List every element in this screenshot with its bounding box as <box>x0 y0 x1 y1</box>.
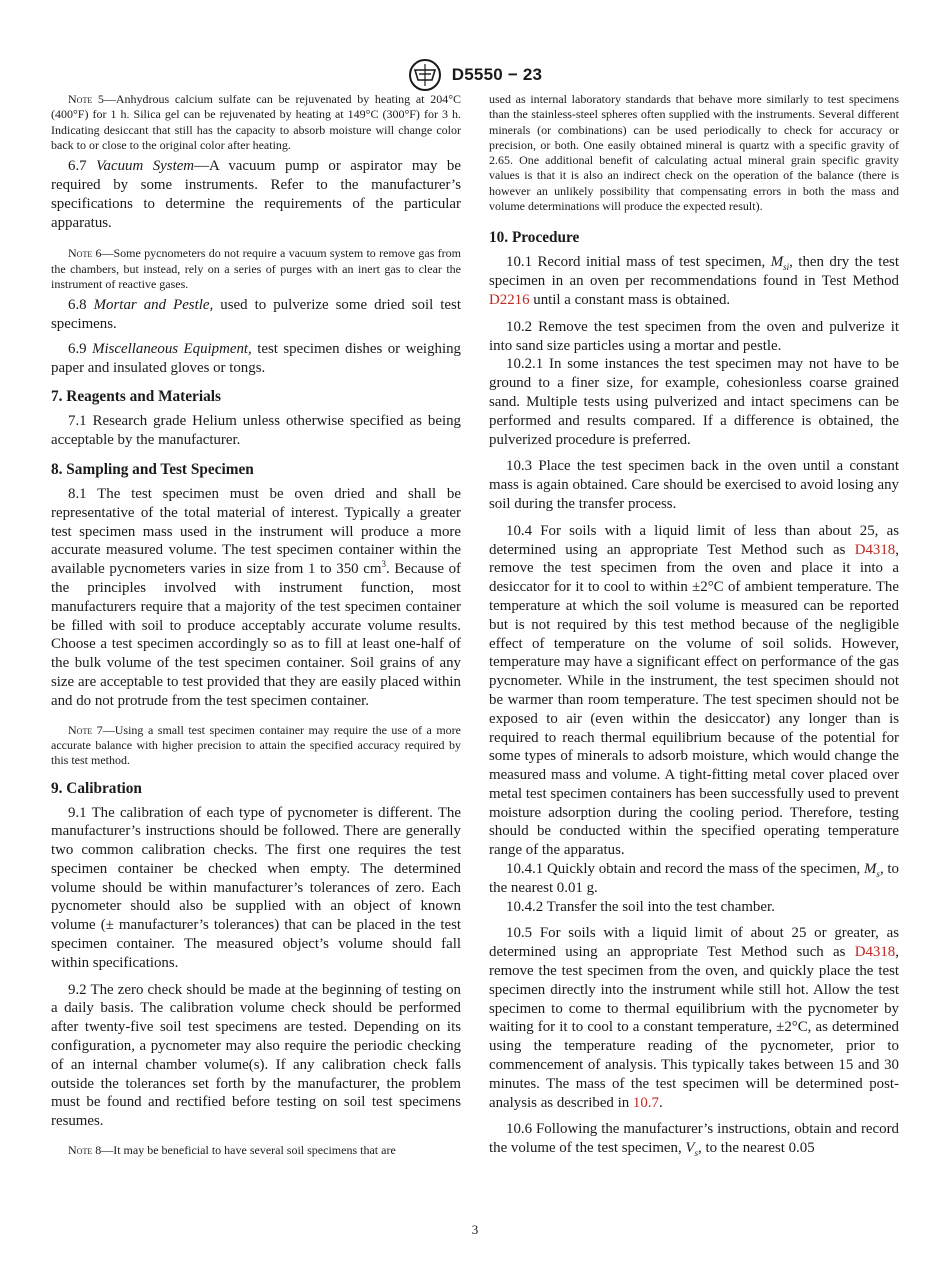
para-10-2-1: 10.2.1 In some instances the test specimen may not have to be ground to a finer size, for example, cohesionless coarse grained sand. Multiple tests using pulverized and intact specimens can be performed and results compared. If a difference is obtained, the pulverized procedure is preferred. <box>489 356 899 448</box>
para-6-9: 6.9 Miscellaneous Equipment, test specimen dishes or weighing paper and insulated gloves or tongs. <box>51 340 461 376</box>
para-10-6: 10.6 Following the manufacturer’s instructions, obtain and record the volume of the test specimen, $V_s$, to the nearest 0.05 <box>489 1121 899 1159</box>
section-8-heading: 8. Sampling and Test Specimen <box>51 461 254 479</box>
standard-designation: D5550 − 23 <box>451 65 543 84</box>
link-d2216[interactable]: D2216 <box>489 291 530 308</box>
page-number: 3 <box>471 1222 479 1237</box>
para-9-1: 9.1 The calibration of each type of pycnometer is different. The manufacturer’s instructions should be followed. There are generally two common calibration checks. The first one requires the test specimen container be checked when empty. The determined volume should be within manufacturer’s tolerances of zero. Each pycnometer should also be supplied with an object of known volume (± manufacturer’s tolerances) that can be placed in the test specimen container. The measured object’s volume should fall within specifications. <box>51 804 461 971</box>
para-10-1: 10.1 Record initial mass of test specimen, $M_{si}$, then dry the test specimen in an oven per recommendations found in Test Method D2216 until a constant mass is obtained. <box>489 254 899 308</box>
para-10-4-2: 10.4.2 Transfer the soil into the test chamber. <box>506 898 775 915</box>
para-9-2: 9.2 The zero check should be made at the beginning of testing on a daily basis. The calibration volume check should be performed after twenty-five soil test specimens are tested. Depending on its configuration, a pycnometer may also require the periodic checking of an internal chamber volume(s). If any calibration check falls outside the tolerances set forth by the manufacturer, the problem must be found and rectified before testing on soil test specimens resumes. <box>51 981 461 1130</box>
link-d4318[interactable]: D4318 <box>854 541 896 558</box>
astm-logo-icon <box>408 58 442 92</box>
left-column <box>51 92 461 1158</box>
note-8-continued: used as internal laboratory standards that behave more similarly to test specimens than the stainless-steel spheres often supplied with the instruments. Several different minerals (or combinations) can be used periodically to check for accuracy or precision, or both. One easily obtained mineral is quartz with a specific gravity of 2.65. One additional benefit of calculating actual mineral grain specific gravity values is that it is also an indirect check on the operation of the balance (there is however an unlikely possibility that compensating errors in both the mass and volume determinations will produce the expected result). <box>489 92 899 214</box>
para-8-1: 8.1 The test specimen must be oven dried and shall be representative of the total material of interest. Typically a greater test specimen mass used in the instrument will produce a more accurate measured volume. The test specimen container within the available pycnometers varies in size from 1 to 350 $cm^3$. Because of the principles involved with instrument function, most manufacturers require that a majority of the test specimen container be filled with soil to produce acceptably accurate volume results. Choose a test specimen accordingly so as to fill at least one-half of the bulk volume of the test specimen container. Soil grains of any size are acceptable to test provided that they are easily placed within and do not protrude from the test specimen container. <box>51 486 461 709</box>
section-9-heading: 9. Calibration <box>51 779 142 797</box>
para-10-4: 10.4 For soils with a liquid limit of less than about 25, as determined using an appropriate Test Method such as D4318, remove the test specimen from the oven and place it into a desiccator for it to cool to within ±2°C of ambient temperature. The temperature at which the soil volume is measured can be reported but is not required by this test method because of the negligible effect of temperature on the volume of soil solids. However, temperature may have a significant effect on performance of the gas pycnometer. While in the instrument, the test specimen should not be warmer than room temperature. The test specimen should not be exposed to air (even within the desiccator) any longer than is required to reach thermal equilibrium because of the potential for some types of minerals to adsorb moisture, which would change the measured mass and volume. A tight-fitting metal cover placed over metal test specimen containers has been successfully used to prevent moisture adsorption during the cooling period. Therefore, testing should be conducted within the specified operating temperature range of the apparatus. <box>489 522 899 859</box>
right-column <box>489 92 899 1158</box>
para-10-4-1: 10.4.1 Quickly obtain and record the mass of the specimen, $M_s$, to the nearest 0.01 g. <box>489 861 899 896</box>
para-10-3: 10.3 Place the test specimen back in the oven until a constant mass is again obtained. Care should be exercised to avoid losing any soil during the transfer process. <box>489 458 899 512</box>
para-6-7: 6.7 Vacuum System—A vacuum pump or aspirator may be required by some instruments. Refer to the manufacturer’s specifications to determine the requirements of the particular apparatus. <box>51 158 461 231</box>
link-10-7[interactable]: 10.7 <box>632 1094 659 1111</box>
page-header <box>0 58 950 92</box>
note-5: Note 5—Anhydrous calcium sulfate can be rejuvenated by heating at 204°C (400°F) for 1 h. Silica gel can be rejuvenated by heating at 149°C (300°F) for 3 h. Indicating desiccant that still has the capacity to absorb moisture will change color back to or close to the original color after heating. <box>51 92 461 152</box>
link-d4318-2[interactable]: D4318 <box>854 944 896 961</box>
para-6-8: 6.8 Mortar and Pestle, used to pulverize some dried soil test specimens. <box>51 297 461 333</box>
para-7-1: 7.1 Research grade Helium unless otherwise specified as being acceptable by the manufacturer. <box>51 413 461 449</box>
note-6: Note 6—Some pycnometers do not require a vacuum system to remove gas from the chambers, but instead, rely on a series of purges with an inert gas to clear the instrument of reactive gases. <box>51 246 461 291</box>
note-7: Note 7—Using a small test specimen container may require the use of a more accurate balance with higher precision to attain the specified accuracy required by this test method. <box>51 722 461 768</box>
para-10-5: 10.5 For soils with a liquid limit of about 25 or greater, as determined using an appropriate Test Method such as D4318, remove the test specimen from the oven, and quickly place the test specimen directly into the instrument while still hot. Allow the test specimen to come to thermal equilibrium with the pycnometer by waiting for it to cool to a constant temperature, ±2°C, as determined using the temperature reading of the pycnometer, prior to commencement of analysis. This typically takes between 15 and 30 minutes. The mass of the test specimen will be determined post-analysis as described in 10.7. <box>489 925 899 1111</box>
section-7-heading: 7. Reagents and Materials <box>51 388 221 406</box>
note-8: Note 8—It may be beneficial to have several soil specimens that are <box>68 1143 396 1158</box>
para-10-2: 10.2 Remove the test specimen from the oven and pulverize it into sand size particles using a mortar and pestle. <box>489 318 899 354</box>
section-10-heading: 10. Procedure <box>489 229 580 247</box>
